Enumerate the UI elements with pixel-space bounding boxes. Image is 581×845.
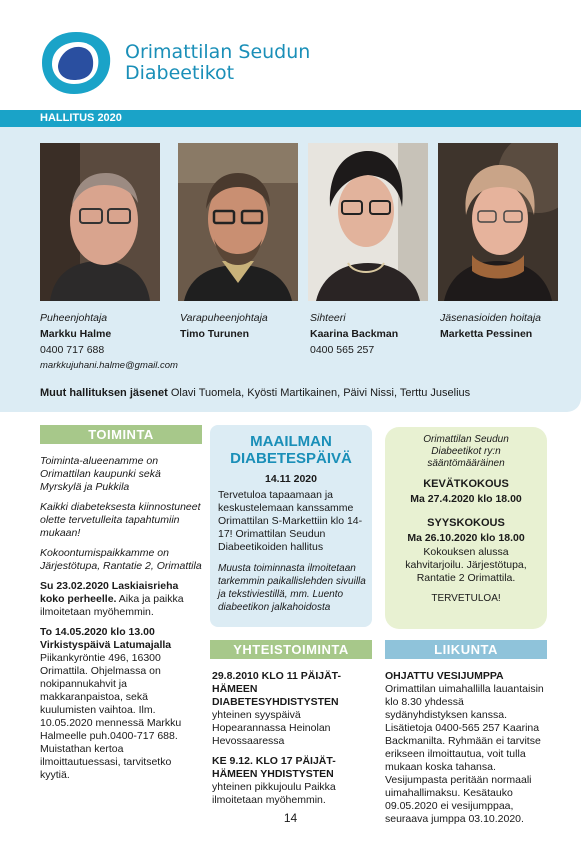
world-day-title-line2: DIABETESPÄIVÄ xyxy=(230,450,352,467)
event-details: Piikankyröntie 496, 16300 Orimattila. Ohjelmassa on nokipannukahvit ja makkaranpaistoa, sekä kuulumisten vaihtoa. Ilm. 10.05.2020 mennessä Markku Halmeelle puh.0400-717 688. Muistathan kertoa ilmoittautuessasi, tarvitsetko kyytiä. xyxy=(40,652,182,781)
autumn-meeting-title: SYYSKOKOUS xyxy=(427,517,505,529)
meetings-welcome: TERVETULOA! xyxy=(431,593,501,604)
toiminta-area: Toiminta-alueenamme on Orimattilan kaupunki sekä Myrskylä ja Pukkila xyxy=(40,455,161,493)
water-aerobics-title: OHJATTU VESIJUMPPA xyxy=(385,670,504,682)
world-day-date: 14.11 2020 xyxy=(265,473,317,485)
other-members-names: Olavi Tuomela, Kyösti Martikainen, Päivi Nissi, Terttu Juselius xyxy=(170,387,471,399)
joint-event-christmas xyxy=(212,755,374,807)
member-vice-chair xyxy=(180,310,268,342)
member-role: Sihteeri xyxy=(310,312,346,324)
toiminta-location: Kokoontumispaikkamme on Järjestötupa, Rantatie 2, Orimattila xyxy=(40,547,202,572)
meetings-details: Kokouksen alussa kahvitarjoilu. Järjestötupa, Rantatie 2 Orimattila. xyxy=(405,546,527,584)
portrait-photo-4 xyxy=(438,143,558,301)
member-chair xyxy=(40,310,178,374)
toiminta-content xyxy=(40,455,202,789)
portrait-photo-3 xyxy=(308,143,428,301)
spring-meeting-title: KEVÄTKOKOUS xyxy=(423,478,509,490)
spring-meeting-date: Ma 27.4.2020 klo 18.00 xyxy=(410,493,522,505)
yhteistoiminta-content xyxy=(212,670,374,814)
org-name-line2: Diabeetikot xyxy=(125,62,235,84)
meetings-intro: Orimattilan Seudun Diabeetikot ry:n sääntömääräinen xyxy=(423,434,509,469)
portrait-photo-1 xyxy=(40,143,160,301)
annual-meetings-box xyxy=(385,427,547,629)
page-number: 14 xyxy=(283,811,298,825)
world-day-title-line1: MAAILMAN xyxy=(250,433,332,450)
organization-name xyxy=(125,42,310,84)
world-day-note: Muusta toiminnasta ilmoitetaan tarkemmin paikallislehden sivuilla ja tekstiviestillä, mm. Luento diabeetikon jalkahoidosta xyxy=(218,563,366,613)
organization-logo xyxy=(40,30,112,96)
member-name: Marketta Pessinen xyxy=(440,328,533,340)
toiminta-heading: TOIMINTA xyxy=(40,425,202,444)
event-title: KE 9.12. KLO 17 PÄIJÄT-HÄMEEN YHDISTYSTEN xyxy=(212,755,336,780)
member-secretary xyxy=(310,310,398,358)
member-name: Timo Turunen xyxy=(180,328,250,340)
board-title-bar xyxy=(0,110,581,127)
member-name: Markku Halme xyxy=(40,328,112,340)
autumn-meeting-date: Ma 26.10.2020 klo 18.00 xyxy=(407,532,525,544)
member-role: Puheenjohtaja xyxy=(40,312,108,324)
liikunta-content xyxy=(385,670,547,826)
event-details: Aika ja paikka ilmoitetaan myöhemmin. xyxy=(40,593,184,618)
member-name: Kaarina Backman xyxy=(310,328,399,340)
liikunta-heading: LIIKUNTA xyxy=(385,640,547,659)
event-title: Su 23.02.2020 Laskiaisrieha koko perheelle. xyxy=(40,580,179,605)
toiminta-welcome: Kaikki diabeteksesta kiinnostuneet olette tervetulleita tapahtumiin mukaan! xyxy=(40,501,201,539)
event-title: 29.8.2010 KLO 11 PÄIJÄT-HÄMEEN DIABETESYHDISTYSTEN xyxy=(212,670,341,708)
event-details: yhteinen pikkujoulu Paikka ilmoitetaan myöhemmin. xyxy=(212,781,336,806)
event-shrovetide xyxy=(40,580,202,619)
portrait-photo-2 xyxy=(178,143,298,301)
yhteistoiminta-heading: YHTEISTOIMINTA xyxy=(210,640,372,659)
org-name-line1: Orimattilan Seudun xyxy=(125,41,311,63)
member-role: Jäsenasioiden hoitaja xyxy=(440,312,541,324)
member-role: Varapuheenjohtaja xyxy=(180,312,268,324)
member-membership xyxy=(440,310,541,342)
event-recreation-day xyxy=(40,626,202,782)
world-day-text: Tervetuloa tapaamaan ja keskustelemaan kanssamme Orimattilan S-Markettiin klo 14-17! Orimattilan Seudun Diabeetikoiden hallitus xyxy=(218,489,363,553)
world-diabetes-day-box xyxy=(210,425,372,627)
water-aerobics-text: Orimattilan uimahallilla lauantaisin klo 8.30 yhdessä sydänyhdistyksen kanssa. Lisätietoja 0400-565 257 Kaarina Backmanilta. Ryhmään ei tarvitse erikseen ilmoittautua, voit tulla mukaan koska tahansa. Vesijumpasta peritään normaali uimahallimaksu. Kesätauko 09.05.2020 ei vesijumppaa, seuraava jumppa 03.10.2020. xyxy=(385,683,544,825)
board-title: HALLITUS 2020 xyxy=(40,112,122,124)
member-email: markkujuhani.halme@gmail.com xyxy=(40,360,178,371)
other-members-label: Muut hallituksen jäsenet xyxy=(40,387,168,399)
event-title: To 14.05.2020 klo 13.00 Virkistyspäivä Latumajalla xyxy=(40,626,172,651)
joint-event-autumn xyxy=(212,670,374,748)
member-phone: 0400 565 257 xyxy=(310,344,375,356)
other-board-members xyxy=(40,387,470,399)
event-details: yhteinen syyspäivä Hopearannassa Heinolan Hevossaaressa xyxy=(212,709,331,747)
member-phone: 0400 717 688 xyxy=(40,344,105,356)
